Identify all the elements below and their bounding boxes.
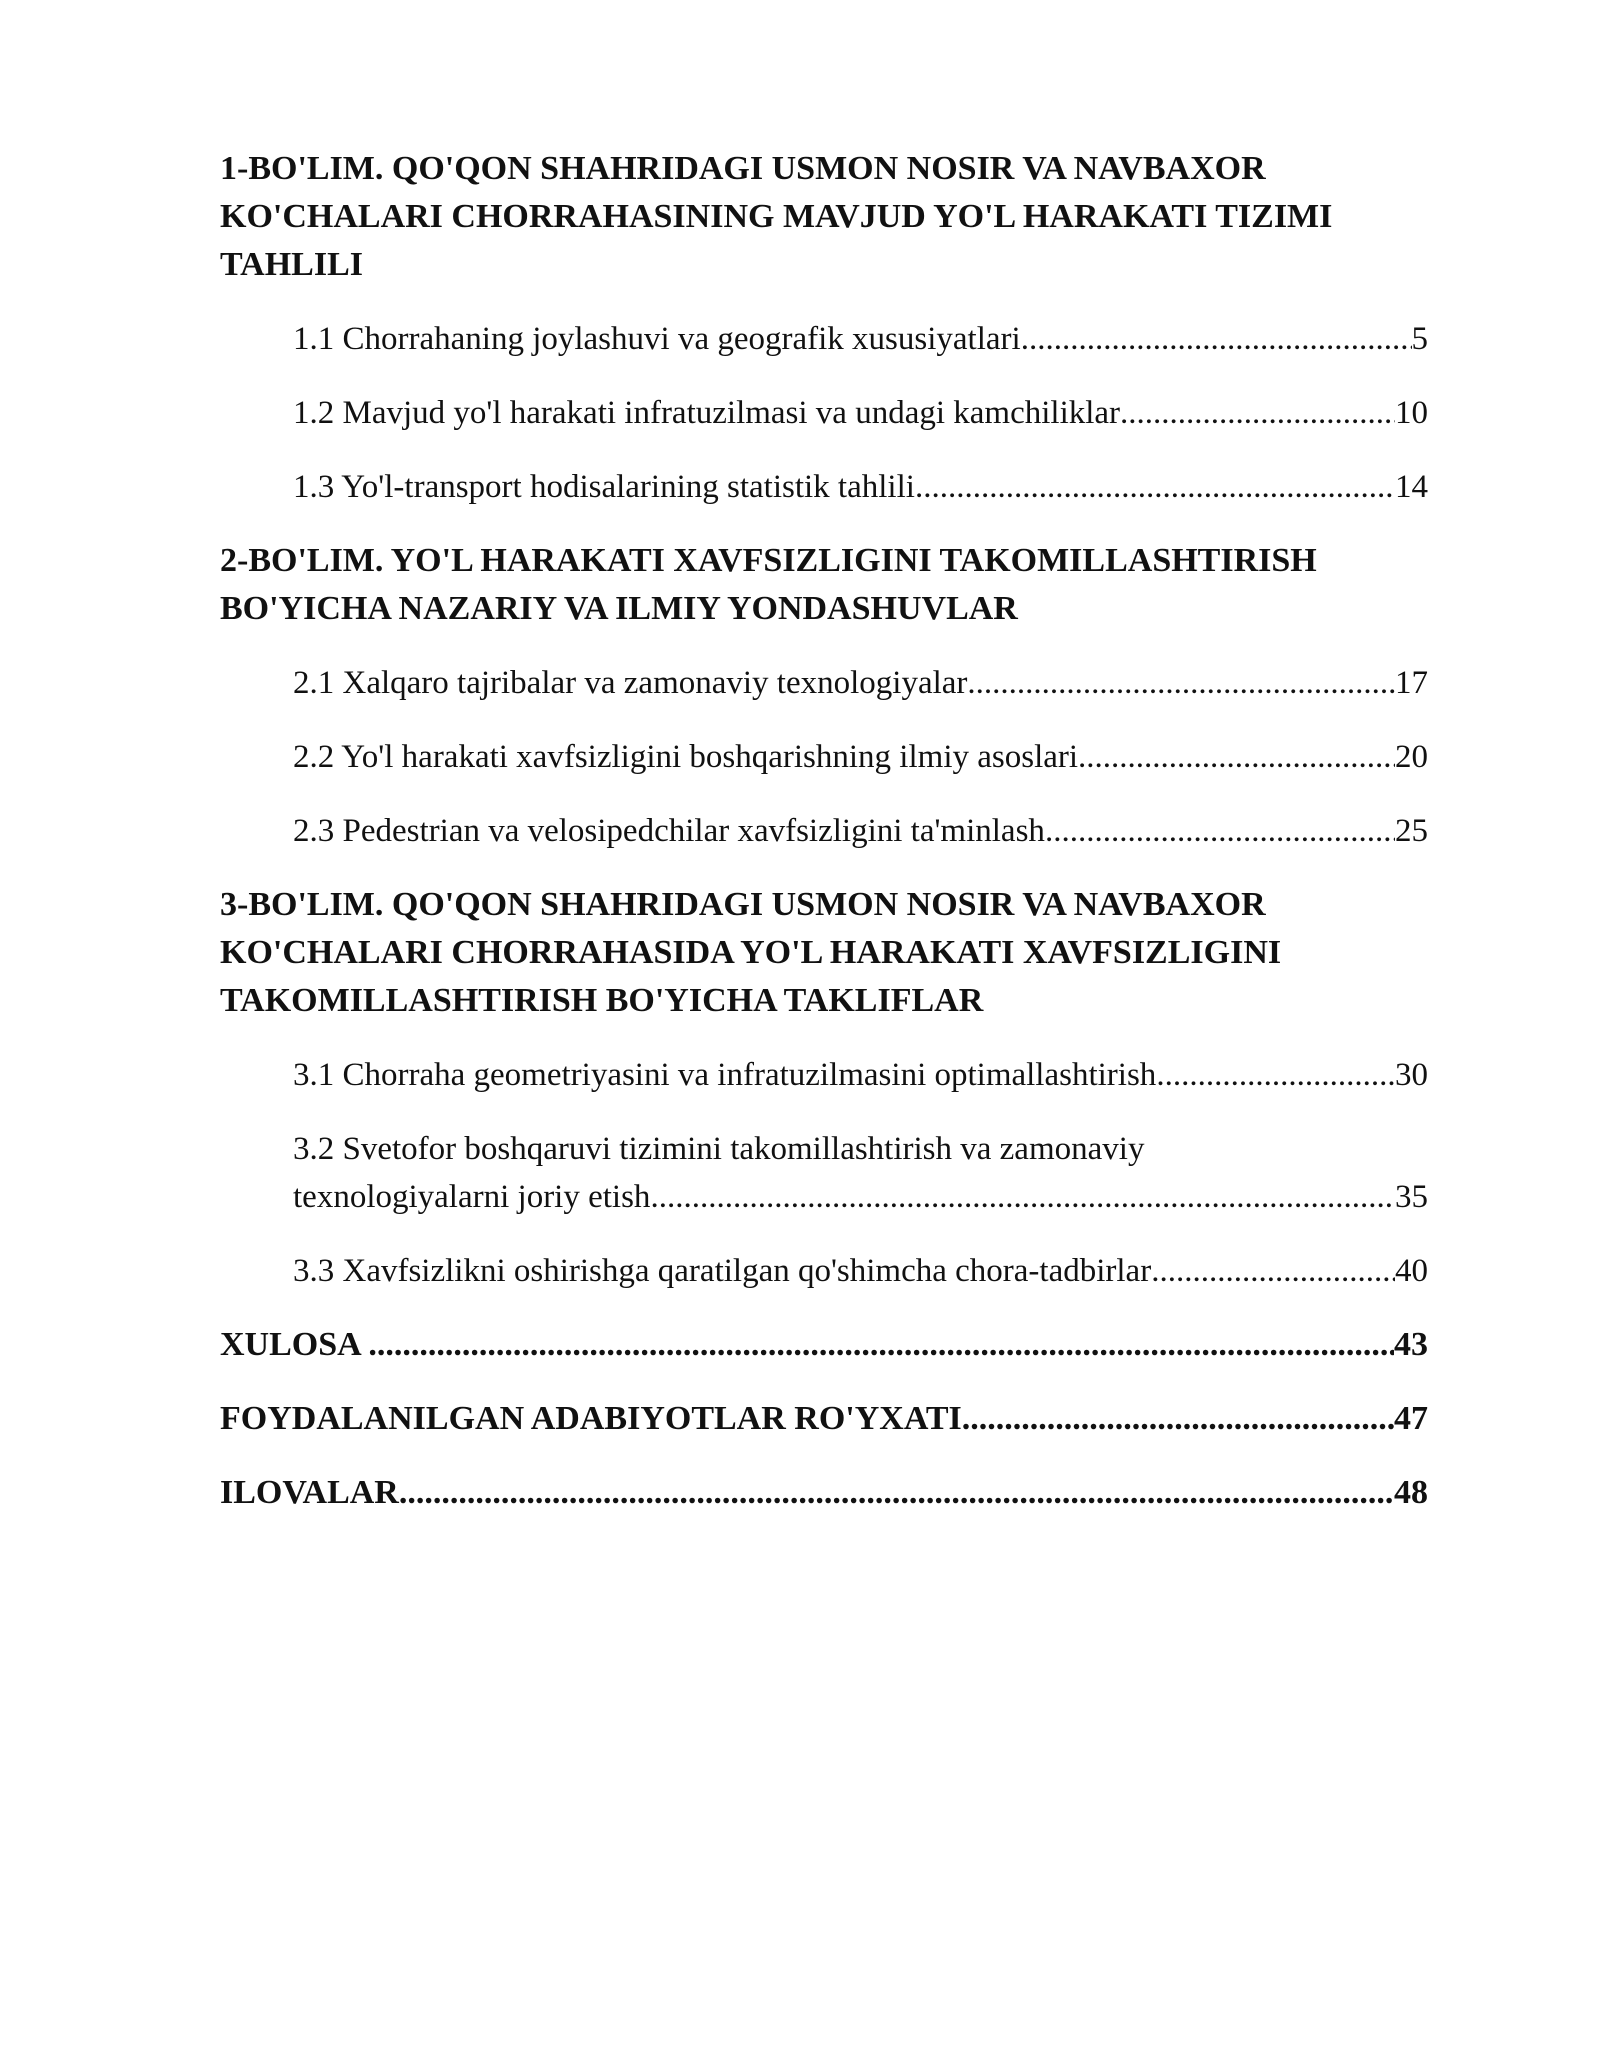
toc-page-number: 5: [1411, 321, 1428, 357]
toc-entry-label: 1.3 Yo'l-transport hodisalarining statistik tahlili: [293, 469, 915, 505]
toc-page-number: 25: [1395, 813, 1428, 849]
toc-leader-dots: [967, 659, 1395, 707]
toc-entry-conclusion[interactable]: [220, 1321, 1428, 1369]
toc-entry-label: 2.1 Xalqaro tajribalar va zamonaviy texnologiyalar: [293, 665, 968, 701]
toc-entry-label: 1.2 Mavjud yo'l harakati infratuzilmasi va undagi kamchiliklar: [293, 395, 1121, 431]
toc-page-number: 17: [1395, 665, 1428, 701]
toc-entry-label: 3.3 Xavfsizlikni oshirishga qaratilgan qo'shimcha chora-tadbirlar: [293, 1253, 1152, 1289]
section-3-title: 3-BO'LIM. QO'QON SHAHRIDAGI USMON NOSIR VA NAVBAXOR KO'CHALARI CHORRAHASIDA YO'L HARAKATI XAVFSIZLIGINI TAKOMILLASHTIRISH BO'YICHA TAKLIFLAR: [220, 886, 1282, 1019]
toc-entry-3-1[interactable]: [220, 1051, 1428, 1099]
toc-entry-3-2[interactable]: [220, 1125, 1428, 1221]
toc-leader-dots: [1120, 389, 1395, 437]
toc-page-number: 47: [1394, 1400, 1428, 1437]
toc-leader-dots: [1156, 1051, 1395, 1099]
toc-entry-label: FOYDALANILGAN ADABIYOTLAR RO'YXATI: [220, 1400, 962, 1437]
toc-leader-dots: [399, 1469, 1394, 1517]
toc-page-number: 30: [1395, 1057, 1428, 1093]
toc-leader-dots: [915, 463, 1395, 511]
toc-leader-dots: [962, 1395, 1394, 1443]
toc-page-number: 20: [1395, 739, 1428, 775]
toc-page-number: 48: [1394, 1474, 1428, 1511]
toc-entry-1-2[interactable]: [220, 389, 1428, 437]
toc-leader-dots: [650, 1173, 1395, 1221]
toc-entry-label: ILOVALAR: [220, 1474, 399, 1511]
toc-entry-label-line1: 3.2 Svetofor boshqaruvi tizimini takomillashtirish va zamonaviy: [293, 1131, 1145, 1167]
section-2-title: 2-BO'LIM. YO'L HARAKATI XAVFSIZLIGINI TAKOMILLASHTIRISH BO'YICHA NAZARIY VA ILMIY YONDASHUVLAR: [220, 542, 1317, 627]
toc-entry-2-2[interactable]: [220, 733, 1428, 781]
toc-entry-label: 2.3 Pedestrian va velosipedchilar xavfsizligini ta'minlash: [293, 813, 1045, 849]
toc-entry-label: 2.2 Yo'l harakati xavfsizligini boshqarishning ilmiy asoslari: [293, 739, 1079, 775]
table-of-contents: [220, 145, 1428, 1543]
toc-entry-appendices[interactable]: [220, 1469, 1428, 1517]
toc-page-number: 10: [1395, 395, 1428, 431]
toc-page-number: 14: [1395, 469, 1428, 505]
toc-leader-dots: [368, 1321, 1394, 1369]
toc-entry-2-3[interactable]: [220, 807, 1428, 855]
toc-page-number: 43: [1394, 1326, 1428, 1363]
toc-entry-1-1[interactable]: [220, 315, 1428, 363]
toc-leader-dots: [1151, 1247, 1395, 1295]
toc-entry-2-1[interactable]: [220, 659, 1428, 707]
toc-leader-dots: [1021, 315, 1412, 363]
toc-entry-label: 1.1 Chorrahaning joylashuvi va geografik xususiyatlari: [293, 321, 1021, 357]
toc-leader-dots: [1078, 733, 1395, 781]
toc-entry-label: texnologiyalarni joriy etish: [293, 1179, 651, 1215]
section-1-title: 1-BO'LIM. QO'QON SHAHRIDAGI USMON NOSIR VA NAVBAXOR KO'CHALARI CHORRAHASINING MAVJUD YO'L HARAKATI TIZIMI TAHLILI: [220, 150, 1333, 283]
toc-page-number: 35: [1395, 1179, 1428, 1215]
toc-entry-label: XULOSA: [220, 1326, 369, 1363]
toc-page-number: 40: [1395, 1253, 1428, 1289]
toc-entry-3-3[interactable]: [220, 1247, 1428, 1295]
toc-entry-label: 3.1 Chorraha geometriyasini va infratuzilmasini optimallashtirish: [293, 1057, 1157, 1093]
toc-entry-references[interactable]: [220, 1395, 1428, 1443]
toc-entry-1-3[interactable]: [220, 463, 1428, 511]
toc-leader-dots: [1045, 807, 1395, 855]
